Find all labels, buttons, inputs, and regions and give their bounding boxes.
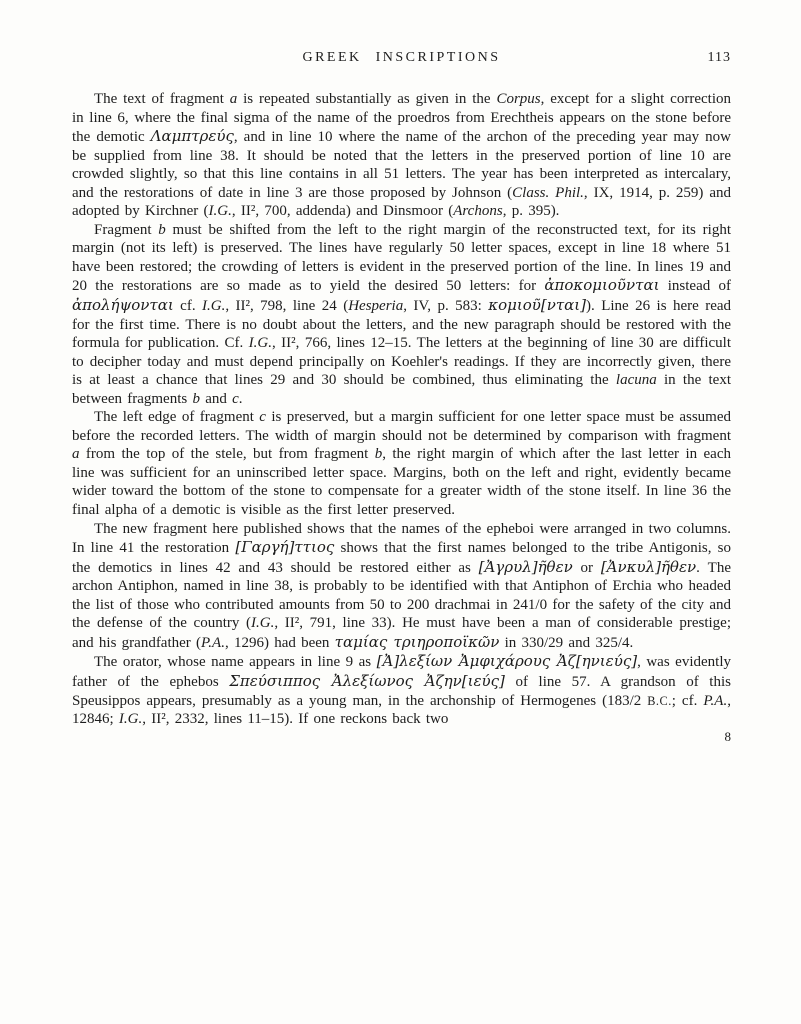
text-run: in the text between fragments: [72, 372, 731, 407]
text-run: The orator, whose name appears in line 9 as: [94, 654, 377, 671]
greek-run: [Ἀ]λεξίων Ἀμφιχάρους Ἀζ[ηνιεύς]: [376, 652, 638, 671]
text-run: in 330/29 and 325/4.: [499, 634, 634, 651]
italic-run: I.G.: [118, 711, 143, 728]
text-run: The left edge of fragment: [94, 409, 260, 426]
text-run: .: [238, 390, 243, 407]
paragraph: [72, 221, 731, 408]
smallcaps-run: B.C.: [647, 693, 672, 708]
text-run: , except for a slight correction in line 6, where the final sigma of the name of the proedros from Erechtheis appears on the stone before the demotic: [72, 91, 731, 146]
italic-run: b: [158, 221, 166, 238]
italic-run: I.G.: [208, 203, 232, 220]
text-run: , 12846;: [72, 692, 731, 728]
greek-run: Λαμπτρεύς: [150, 127, 234, 146]
italic-run: I.G.: [251, 615, 275, 632]
text-run: shows that the first names belonged to the tribe Antigonis, so the demotics in lines 42 and 43 should be restored either as: [72, 540, 731, 576]
paragraph: [72, 90, 731, 221]
italic-run: I.G.: [248, 335, 272, 352]
page-number: 113: [707, 50, 731, 65]
text-run: is preserved, but a margin sufficient for one letter space must be assumed before the recorded letters. The width of margin should not be determined by comparison with fragment: [72, 409, 731, 444]
italic-run: lacuna: [615, 372, 657, 389]
italic-run: b: [374, 446, 383, 463]
italic-run: Corpus: [496, 91, 541, 107]
italic-run: a: [229, 91, 238, 107]
text-run: , IX, 1914, p. 259) and adopted by Kirchner (: [72, 184, 731, 220]
text-run: of line 57. A grandson of this Speusippos appears, presumably as a young man, in the archonship of Hermogenes (183/2: [72, 673, 731, 709]
text-run: or: [572, 559, 601, 576]
paragraph: [72, 520, 731, 653]
text-run: . The archon Antiphon, named in line 38, is probably to be identified with that Antiphon of Erchia who headed the list of those who contributed amounts from 50 to 200 drachmai in 241/0 for the safety of the city and the defense of the country (: [72, 559, 731, 632]
text-run: , II², 2332, lines 11–15). If one reckons back two: [142, 711, 449, 728]
text-run: , II², 798, line 24 (: [225, 298, 349, 315]
greek-run: [Ἀγρυλ]ῆθεν: [478, 557, 573, 576]
text-run: and: [199, 390, 233, 407]
text-run: , and in line 10 where the name of the archon of the preceding year may now be supplied from line 38. It should be noted that the letters in the preserved portion of line 10 are crowded slightly, so that this line contains in all 51 letters. The year has been interpreted as intercalary, and the restorations of date in line 3 are those proposed by Johnson (: [72, 129, 731, 201]
text-run: is repeated substantially as given in the: [237, 91, 497, 107]
greek-run: κομιοῦ[νται]: [488, 296, 587, 315]
text-run: , the right margin of which after the last letter in each line was sufficient for an uninscribed letter space. Margins, both on the left and right, evidently became wider toward the bottom of the stone to compensate for a greater width of the stone itself. In line 36 the final alpha of a demotic is visible as the first letter preserved.: [72, 446, 731, 519]
text-run: , 1296) had been: [224, 634, 335, 651]
italic-run: P.A.: [703, 692, 728, 709]
italic-run: c: [232, 390, 239, 407]
greek-run: ἀπολήψονται: [72, 296, 174, 315]
italic-run: I.G.: [202, 298, 226, 315]
greek-run: ταμίας τριηροποϊκῶν: [334, 632, 500, 651]
italic-run: P.A.: [201, 634, 225, 651]
text-run: , p. 395).: [502, 203, 560, 220]
text-run: must be shifted from the left to the right margin of the reconstructed text, for its right margin (not its left) is preserved. The lines have regularly 50 letter spaces, except in line 18 where 51 have been restored; the crowding of letters is evident in the preserved portion of the line. In lines 19 and 20 the restorations are so made as to yield the desired 50 letters: for: [72, 221, 731, 295]
italic-run: Hesperia: [348, 298, 404, 315]
italic-run: b: [192, 390, 200, 407]
text-run: , II², 766, lines 12–15. The letters at the beginning of line 30 are difficult to decipher today and must depend principally on Koehler's readings. If they are incorrectly given, there is at least a chance that lines 29 and 30 should be combined, thus eliminating the: [72, 335, 731, 389]
text-run: The text of fragment: [94, 91, 230, 107]
paragraph: [72, 652, 731, 728]
text-run: from the top of the stele, but from fragment: [79, 446, 375, 463]
text-run: , II², 700, addenda) and Dinsmoor (: [231, 203, 454, 220]
italic-run: Class. Phil.: [512, 184, 584, 201]
greek-run: [Γαργή]ττιος: [235, 538, 335, 557]
text-run: ). Line 26 is here read for the first time. There is no doubt about the letters, and the new paragraph should be restored with the formula for publication. Cf.: [72, 298, 732, 352]
italic-run: a: [72, 446, 80, 463]
greek-run: Σπεύσιππος Ἀλεξίωνος Ἀζην[ιεύς]: [229, 671, 505, 690]
text-run: , IV, p. 583:: [403, 298, 489, 315]
italic-run: c: [259, 409, 266, 426]
text-run: Fragment: [94, 221, 159, 238]
signature-mark: 8: [724, 728, 731, 744]
greek-run: [Ἀνκυλ]ῆθεν: [600, 557, 697, 576]
body-text: [72, 90, 731, 729]
text-run: The new fragment here published shows that the names of the epheboi were arranged in two columns. In line 41 the restoration: [72, 520, 731, 557]
page-header: [72, 50, 731, 70]
paragraph: [72, 408, 731, 519]
text-run: cf.: [173, 298, 202, 315]
text-run: , II², 791, line 33). He must have been a man of considerable prestige; and his grandfather (: [72, 615, 731, 651]
text-run: instead of: [659, 278, 731, 295]
text-run: , was evidently father of the ephebos: [72, 654, 731, 690]
running-title: GREEK INSCRIPTIONS: [302, 50, 501, 65]
greek-run: ἀποκομιοῦνται: [544, 276, 660, 295]
italic-run: Archons: [453, 203, 503, 220]
text-run: ; cf.: [671, 692, 704, 709]
